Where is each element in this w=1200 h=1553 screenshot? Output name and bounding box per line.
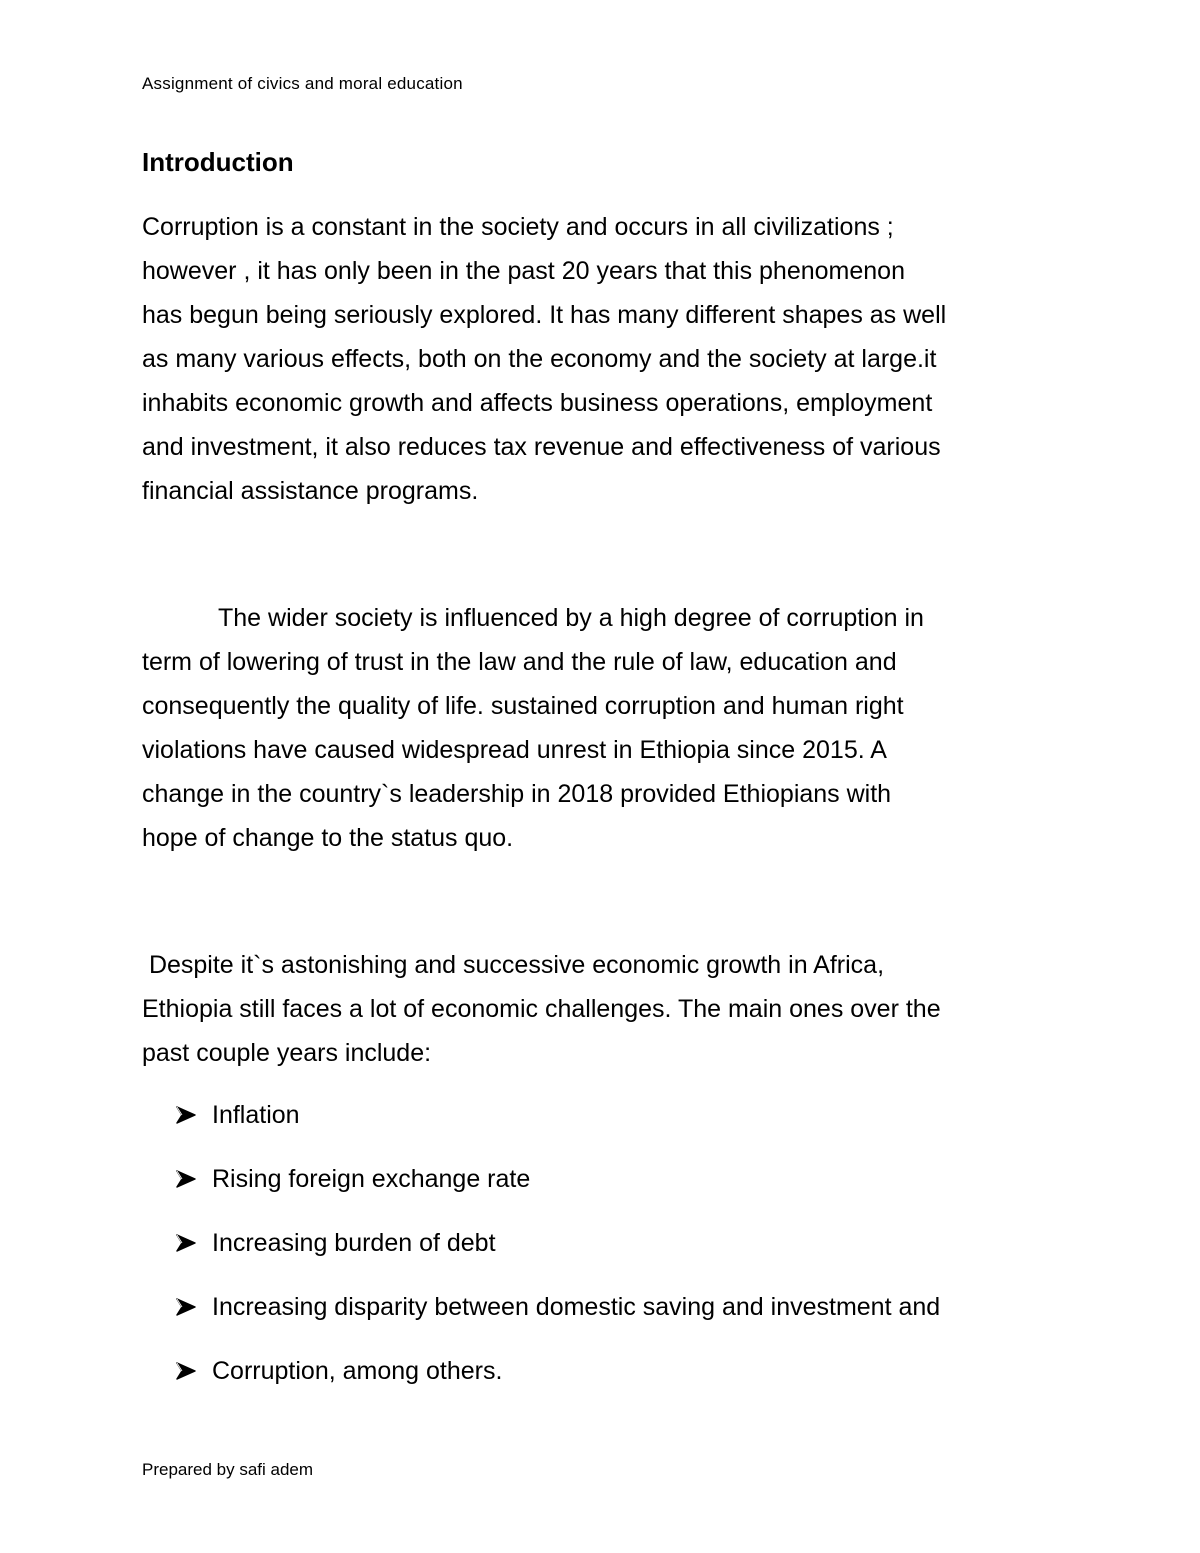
paragraph-line: hope of change to the status quo. xyxy=(142,824,514,852)
paragraph-line: Despite it`s astonishing and successive economic growth in Africa, xyxy=(142,951,885,979)
page-footer: Prepared by safi adem xyxy=(142,1460,314,1479)
paragraph-line: change in the country`s leadership in 2018 provided Ethiopians with xyxy=(142,780,892,808)
page-header: Assignment of civics and moral education xyxy=(142,74,463,93)
list-item-text: Increasing disparity between domestic saving and investment and xyxy=(212,1293,941,1321)
paragraph-line: inhabits economic growth and affects business operations, employment xyxy=(142,389,933,417)
paragraph-line: and investment, it also reduces tax revenue and effectiveness of various xyxy=(142,433,941,461)
list-item-text: Increasing burden of debt xyxy=(212,1229,496,1257)
arrow-bullet-icon xyxy=(176,1349,212,1393)
list-item xyxy=(176,1285,940,1349)
paragraph-line: consequently the quality of life. sustained corruption and human right xyxy=(142,692,904,720)
paragraph-line: past couple years include: xyxy=(142,1039,432,1067)
arrow-bullet-icon xyxy=(176,1285,212,1329)
paragraph-line: as many various effects, both on the economy and the society at large.it xyxy=(142,345,937,373)
paragraph-line: however , it has only been in the past 20 years that this phenomenon xyxy=(142,257,905,285)
paragraph-1 xyxy=(142,205,1072,513)
challenges-list xyxy=(176,1093,940,1413)
paragraph-line: term of lowering of trust in the law and the rule of law, education and xyxy=(142,648,897,676)
paragraph-line: financial assistance programs. xyxy=(142,477,479,505)
paragraph-line: Corruption is a constant in the society and occurs in all civilizations ; xyxy=(142,213,894,241)
paragraph-2 xyxy=(142,596,1072,860)
arrow-bullet-icon xyxy=(176,1093,212,1137)
paragraph-line: has begun being seriously explored. It has many different shapes as well xyxy=(142,301,947,329)
section-heading: Introduction xyxy=(142,147,294,177)
list-item xyxy=(176,1221,940,1285)
paragraph-line: violations have caused widespread unrest in Ethiopia since 2015. A xyxy=(142,736,887,764)
paragraph-line: The wider society is influenced by a high degree of corruption in xyxy=(218,604,924,632)
paragraph-3 xyxy=(142,943,1072,1075)
arrow-bullet-icon xyxy=(176,1157,212,1201)
list-item-text: Rising foreign exchange rate xyxy=(212,1165,531,1193)
list-item-text: Inflation xyxy=(212,1101,300,1129)
arrow-bullet-icon xyxy=(176,1221,212,1265)
list-item xyxy=(176,1093,940,1157)
list-item xyxy=(176,1349,940,1413)
paragraph-line: Ethiopia still faces a lot of economic challenges. The main ones over the xyxy=(142,995,941,1023)
list-item xyxy=(176,1157,940,1221)
list-item-text: Corruption, among others. xyxy=(212,1357,503,1385)
